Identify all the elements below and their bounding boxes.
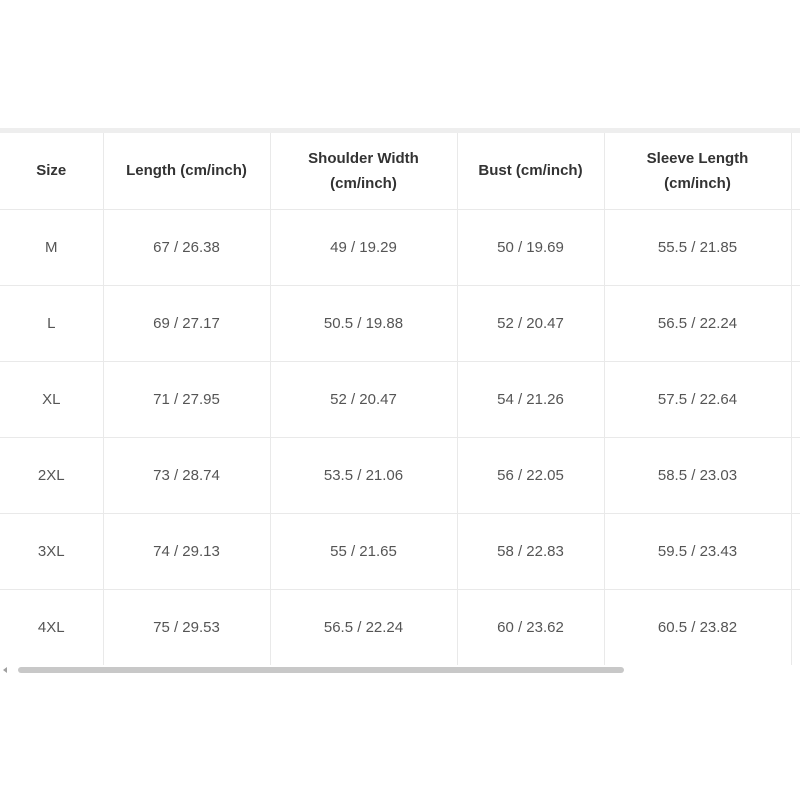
cell-size: XL: [0, 361, 103, 437]
cell-shoulder-width: 49 / 19.29: [270, 209, 457, 285]
cell-bust: 50 / 19.69: [457, 209, 604, 285]
cell-size: L: [0, 285, 103, 361]
cell-shoulder-width: 56.5 / 22.24: [270, 589, 457, 665]
cell-bust: 56 / 22.05: [457, 437, 604, 513]
table-row: [0, 209, 800, 285]
cell-sleeve-length: 60.5 / 23.82: [604, 589, 791, 665]
header-hidden-column: [791, 133, 800, 209]
cell-shoulder-width: 53.5 / 21.06: [270, 437, 457, 513]
cell-length: 74 / 29.13: [103, 513, 270, 589]
cell-hidden: [791, 209, 800, 285]
table-row: [0, 285, 800, 361]
table-header-row: [0, 133, 800, 209]
cell-size: 3XL: [0, 513, 103, 589]
cell-bust: 54 / 21.26: [457, 361, 604, 437]
cell-size: M: [0, 209, 103, 285]
cell-sleeve-length: 55.5 / 21.85: [604, 209, 791, 285]
scrollbar-thumb[interactable]: [18, 667, 624, 673]
cell-sleeve-length: 57.5 / 22.64: [604, 361, 791, 437]
cell-hidden: [791, 513, 800, 589]
table-row: [0, 589, 800, 665]
table-row: [0, 437, 800, 513]
table-row: [0, 361, 800, 437]
cell-length: 67 / 26.38: [103, 209, 270, 285]
cell-bust: 58 / 22.83: [457, 513, 604, 589]
cell-hidden: [791, 589, 800, 665]
cell-size: 4XL: [0, 589, 103, 665]
cell-hidden: [791, 437, 800, 513]
cell-size: 2XL: [0, 437, 103, 513]
cell-length: 75 / 29.53: [103, 589, 270, 665]
size-chart-scroll-container[interactable]: [0, 133, 800, 665]
cell-shoulder-width: 52 / 20.47: [270, 361, 457, 437]
cell-shoulder-width: 50.5 / 19.88: [270, 285, 457, 361]
cell-hidden: [791, 361, 800, 437]
header-size: Size: [0, 133, 103, 209]
cell-bust: 52 / 20.47: [457, 285, 604, 361]
header-length: Length (cm/inch): [103, 133, 270, 209]
cell-bust: 60 / 23.62: [457, 589, 604, 665]
triangle-left-icon[interactable]: [3, 667, 7, 673]
size-chart-table: [0, 133, 800, 665]
cell-sleeve-length: 56.5 / 22.24: [604, 285, 791, 361]
cell-sleeve-length: 58.5 / 23.03: [604, 437, 791, 513]
cell-shoulder-width: 55 / 21.65: [270, 513, 457, 589]
header-shoulder-width: Shoulder Width (cm/inch): [270, 133, 457, 209]
table-row: [0, 513, 800, 589]
cell-length: 71 / 27.95: [103, 361, 270, 437]
cell-sleeve-length: 59.5 / 23.43: [604, 513, 791, 589]
header-bust: Bust (cm/inch): [457, 133, 604, 209]
horizontal-scrollbar[interactable]: [0, 665, 800, 675]
cell-hidden: [791, 285, 800, 361]
cell-length: 73 / 28.74: [103, 437, 270, 513]
cell-length: 69 / 27.17: [103, 285, 270, 361]
header-sleeve-length: Sleeve Length (cm/inch): [604, 133, 791, 209]
